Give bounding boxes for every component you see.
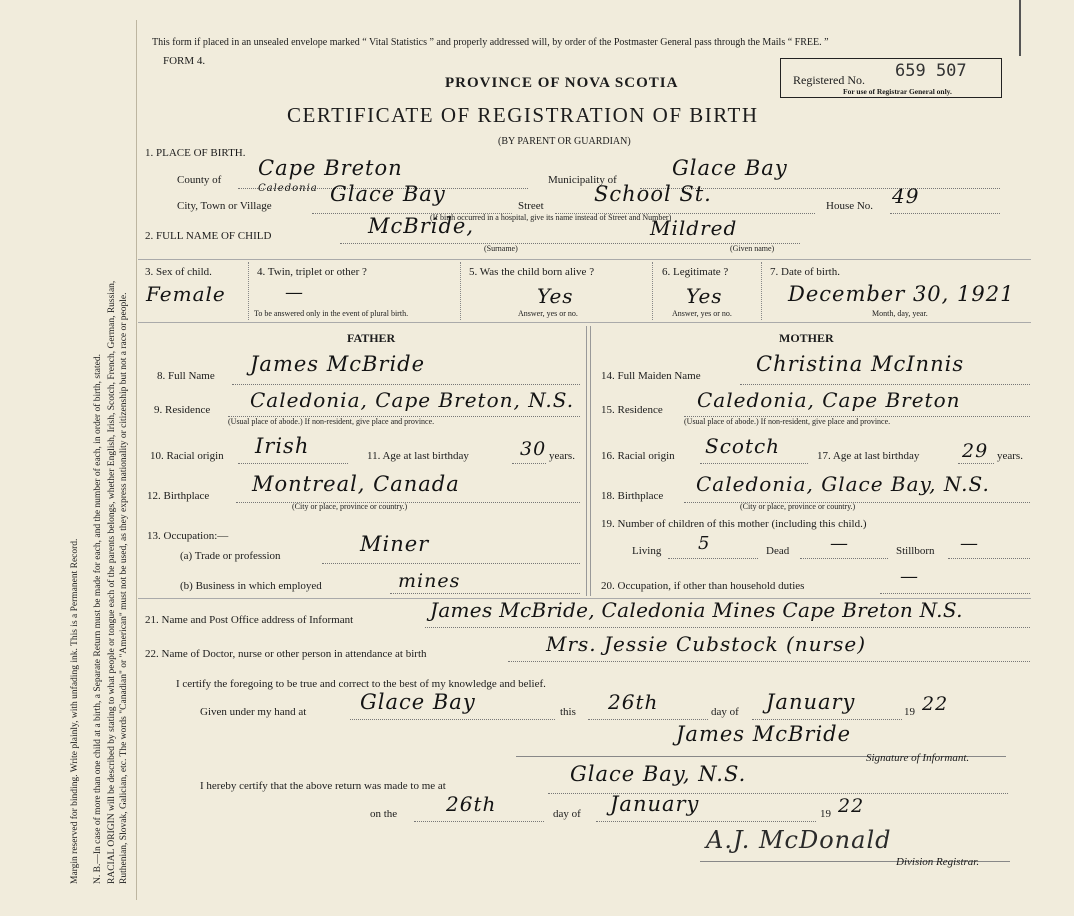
signature-of-informant-label: Signature of Informant. [866,752,970,764]
surname-hint: (Surname) [484,244,518,253]
registrar-signature: A.J. McDonald [706,826,892,854]
house-value: 49 [892,184,920,208]
birth-date-value: December 30, 1921 [788,282,1015,306]
registered-number-note: For use of Registrar General only. [843,87,952,96]
father-age-value: 30 [520,438,547,460]
city-value: Glace Bay [330,182,446,206]
certificate-title: CERTIFICATE OF REGISTRATION OF BIRTH [287,103,759,127]
given-place: Glace Bay [360,690,476,714]
stillborn-value: — [960,533,979,554]
mail-notice: This form if placed in an unsealed envelope marked “ Vital Statistics ” and properly addressed will, by order of the Postmaster General pass through the Mails “ FREE. ” [152,37,829,48]
father-birthplace-value: Montreal, Canada [252,472,460,496]
father-racial-label: 10. Racial origin [150,450,224,462]
child-given-name: Mildred [650,216,738,240]
birth-date-label: 7. Date of birth. [770,266,840,278]
legitimate-value: Yes [686,284,723,308]
child-surname: McBride, [368,214,474,238]
mother-age-value: 29 [962,440,989,462]
father-trade-label: (a) Trade or profession [180,550,281,562]
stillborn-label: Stillborn [896,545,935,557]
mother-racial-value: Scotch [705,434,781,458]
mother-residence-value: Caledonia, Cape Breton [697,388,961,412]
given-year: 22 [922,693,949,715]
mother-age-label: 17. Age at last birthday [817,450,920,462]
dead-value: — [830,533,849,554]
mother-name-value: Christina McInnis [756,352,965,376]
registered-number-value: 659 507 [895,61,967,81]
given-month: January [766,690,856,714]
father-heading: FATHER [347,331,396,345]
given-under-label: Given under my hand at [200,706,307,718]
place-of-birth-heading: 1. PLACE OF BIRTH. [145,147,246,159]
father-birthplace-label: 12. Birthplace [147,490,210,502]
living-value: 5 [698,533,711,554]
father-business-value: mines [398,570,461,592]
given-this-label: this [560,706,576,718]
division-registrar-label: Division Registrar. [896,856,980,868]
registrar-place: Glace Bay, N.S. [570,762,747,786]
doctor-label: 22. Name of Doctor, nurse or other person in attendance at birth [145,648,427,660]
twin-label: 4. Twin, triplet or other ? [257,266,367,278]
mother-racial-label: 16. Racial origin [601,450,675,462]
hospital-note: (If birth occurred in a hospital, give its name instead of Street and Number) [430,213,672,222]
father-age-label: 11. Age at last birthday [367,450,469,462]
father-occupation-label: 13. Occupation:— [147,530,229,542]
mother-residence-note: (Usual place of abode.) If non-resident, give place and province. [684,417,891,426]
father-name-value: James McBride [250,352,426,376]
registrar-year: 22 [838,795,865,817]
mother-years-label: years. [997,450,1023,462]
mother-occupation-label: 20. Occupation, if other than household duties [601,580,805,592]
alive-note: Answer, yes or no. [518,309,578,318]
father-years-label: years. [549,450,575,462]
margin-binding-note: Margin reserved for binding. Write plainly, with unfading ink. This is a Permanent Record. [70,538,80,884]
municipality-label: Municipality of [548,174,617,186]
given-year-prefix: 19 [904,706,915,718]
form-number: FORM 4. [163,55,206,67]
mother-heading: MOTHER [779,331,834,345]
twin-note: To be answered only in the event of plural birth. [254,309,409,318]
registered-number-label: Registered No. [793,73,865,87]
father-business-label: (b) Business in which employed [180,580,322,592]
dead-label: Dead [766,545,790,557]
informant-value: James McBride, Caledonia Mines Cape Breton N.S. [430,598,963,622]
registrar-year-prefix: 19 [820,808,831,820]
city-value-above: Caledonia [258,183,318,194]
doctor-value: Mrs. Jessie Cubstock (nurse) [546,632,867,656]
mother-birthplace-value: Caledonia, Glace Bay, N.S. [696,472,990,496]
registrar-month: January [610,792,700,816]
twin-value: — [285,282,304,303]
county-label: County of [177,174,222,186]
alive-label: 5. Was the child born alive ? [469,266,595,278]
given-day: 26th [608,690,659,714]
registrar-dayof-label: day of [553,808,581,820]
living-label: Living [632,545,662,557]
father-residence-value: Caledonia, Cape Breton, N.S. [250,388,575,412]
mother-residence-label: 15. Residence [601,404,663,416]
county-value: Cape Breton [258,156,403,180]
child-name-label: 2. FULL NAME OF CHILD [145,230,272,242]
father-trade-value: Miner [360,532,430,556]
alive-value: Yes [537,284,574,308]
registrar-day: 26th [446,792,497,816]
birth-date-note: Month, day, year. [872,309,928,318]
legitimate-note: Answer, yes or no. [672,309,732,318]
municipality-value: Glace Bay [672,156,788,180]
city-label: City, Town or Village [177,200,272,212]
mother-birthplace-label: 18. Birthplace [601,490,664,502]
father-residence-label: 9. Residence [154,404,211,416]
mother-occupation-value: — [900,566,919,587]
mother-birthplace-note: (City or place, province or country.) [740,502,856,511]
street-value: School St. [594,182,712,206]
edge-mark [1019,0,1021,56]
father-racial-value: Irish [255,434,310,458]
province-heading: PROVINCE OF NOVA SCOTIA [445,75,679,91]
certificate-subtitle: (BY PARENT OR GUARDIAN) [498,136,631,147]
father-name-label: 8. Full Name [157,370,215,382]
legitimate-label: 6. Legitimate ? [662,266,729,278]
street-label: Street [518,200,544,212]
binding-margin-rule [136,20,137,900]
sex-label: 3. Sex of child. [145,266,212,278]
margin-nb-note: N. B.—In case of more than one child at a birth, a Separate Return must be made for each, and the number of each, in order of birth, stated. [93,354,103,884]
margin-racial-note-1: RACIAL ORIGIN will be described by stating to what people or tongue each of the parents belongs, whether English, Irish, Scotch, French, German, Russian, [107,280,117,884]
house-label: House No. [826,200,874,212]
margin-racial-note-2: Ruthenian, Slovak, Galician, etc. The words "Canadian" or "American" must not be used, as they express nationality or citizenship but not a race or people. [119,292,129,884]
father-residence-note: (Usual place of abode.) If non-resident, give place and province. [228,417,435,426]
sex-value: Female [146,282,226,306]
informant-label: 21. Name and Post Office address of Informant [145,614,354,626]
certify-statement: I certify the foregoing to be true and correct to the best of my knowledge and belief. [176,678,546,690]
father-birthplace-note: (City or place, province or country.) [292,502,408,511]
registrar-on-label: on the [370,808,398,820]
given-name-hint: (Given name) [730,244,775,253]
registrar-statement: I hereby certify that the above return was made to me at [200,780,446,792]
registered-number-box [780,58,1002,98]
mother-name-label: 14. Full Maiden Name [601,370,701,382]
informant-signature: James McBride [676,722,852,746]
mother-children-label: 19. Number of children of this mother (including this child.) [601,518,867,530]
given-dayof-label: day of [711,706,739,718]
